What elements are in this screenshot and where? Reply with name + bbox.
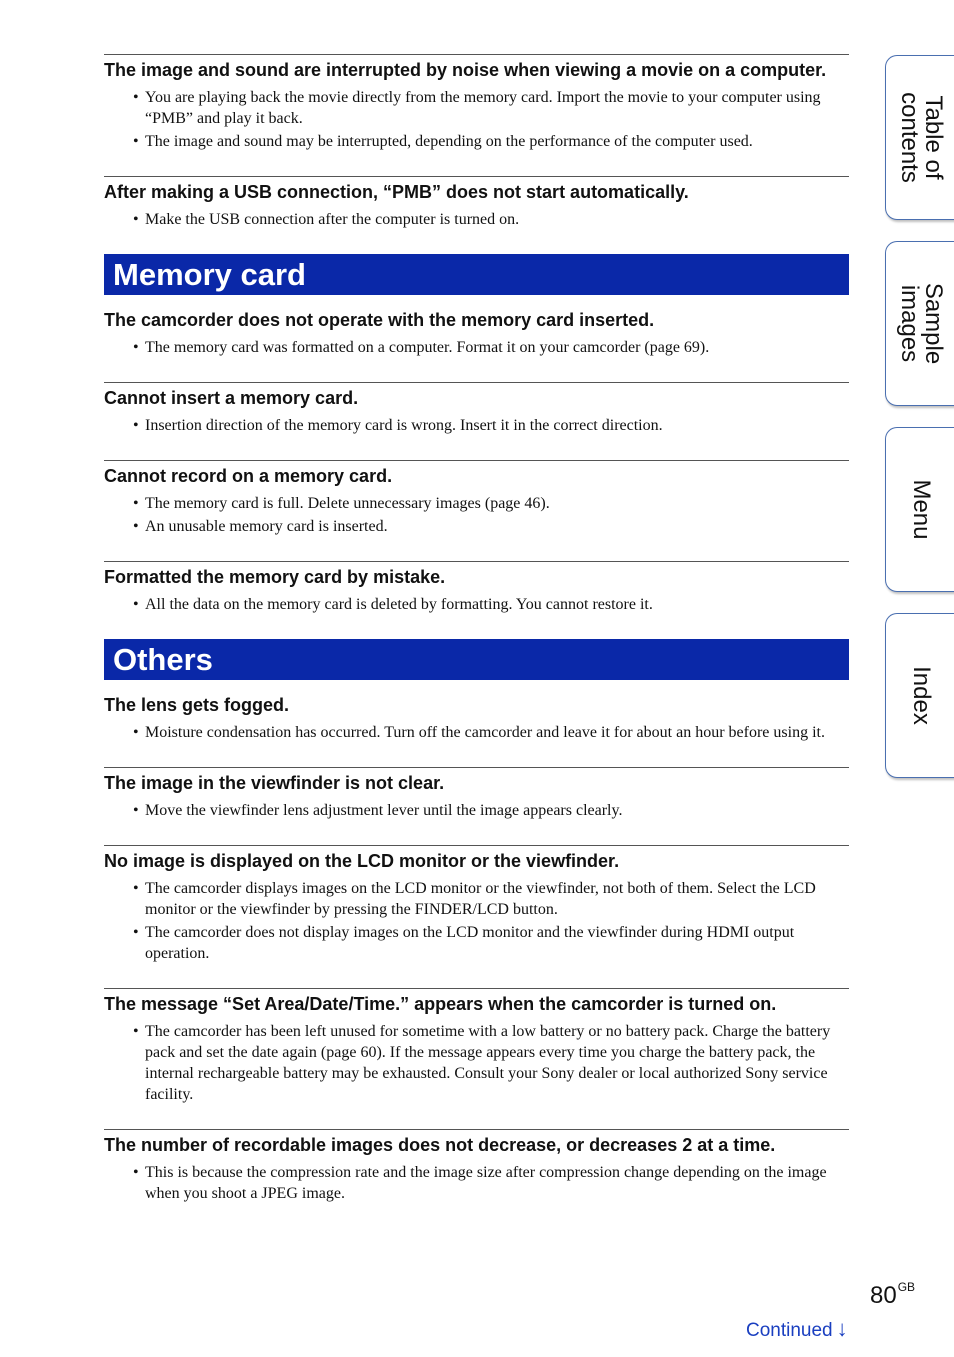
faq-item — [104, 460, 849, 537]
faq-item — [104, 54, 849, 152]
tab-menu[interactable] — [885, 427, 954, 592]
faq-answer-list — [104, 337, 849, 358]
faq-answer: • You are playing back the movie directly from the memory card. Import the movie to your computer using “PMB” and play it back. — [104, 87, 849, 129]
faq-item — [104, 561, 849, 615]
faq-item — [104, 767, 849, 821]
faq-answer: • The image and sound may be interrupted, depending on the performance of the computer used. — [104, 131, 849, 152]
faq-question: After making a USB connection, “PMB” does not start automatically. — [104, 182, 689, 202]
faq-answer: • The camcorder does not display images on the LCD monitor and the viewfinder during HDMI output operation. — [104, 922, 849, 964]
faq-answer-list — [104, 415, 849, 436]
faq-question: The image and sound are interrupted by noise when viewing a movie on a computer. — [104, 60, 827, 80]
page-number-value: 80 — [870, 1282, 897, 1309]
continued-label: Continued — [746, 1320, 833, 1341]
faq-question: Formatted the memory card by mistake. — [104, 567, 446, 587]
faq-item — [104, 694, 849, 743]
tab-sample-images[interactable] — [885, 241, 954, 406]
faq-answer: • An unusable memory card is inserted. — [104, 516, 849, 537]
faq-answer: • The memory card was formatted on a computer. Format it on your camcorder (page 69). — [104, 337, 849, 358]
faq-answer-list — [104, 209, 849, 230]
faq-answer-list — [104, 1021, 849, 1105]
troubleshooting-content — [104, 54, 849, 1228]
faq-answer: • Insertion direction of the memory card is wrong. Insert it in the correct direction. — [104, 415, 849, 436]
faq-question: The image in the viewfinder is not clear. — [104, 773, 445, 793]
faq-answer: • The memory card is full. Delete unnecessary images (page 46). — [104, 493, 849, 514]
faq-question: No image is displayed on the LCD monitor or the viewfinder. — [104, 851, 620, 871]
faq-answer: • The camcorder displays images on the LCD monitor or the viewfinder, not both of them. Select the LCD monitor or the viewfinder by pressing the FINDER/LCD button. — [104, 878, 849, 920]
faq-answer: • All the data on the memory card is deleted by formatting. You cannot restore it. — [104, 594, 849, 615]
faq-answer-list — [104, 594, 849, 615]
faq-answer: • Make the USB connection after the computer is turned on. — [104, 209, 849, 230]
tab-table-of-contents[interactable] — [885, 55, 954, 220]
faq-answer: • Moisture condensation has occurred. Turn off the camcorder and leave it for about an hour before using it. — [104, 722, 849, 743]
faq-question: Cannot record on a memory card. — [104, 466, 393, 486]
page-number-suffix: GB — [897, 1280, 916, 1294]
page-number — [870, 1280, 915, 1310]
tab-label: Table of contents — [896, 92, 947, 183]
tab-label: Menu — [908, 479, 935, 540]
faq-item — [104, 988, 849, 1105]
down-arrow-icon: ↓ — [836, 1316, 848, 1341]
faq-question: The camcorder does not operate with the memory card inserted. — [104, 310, 655, 330]
tab-label: Sample images — [896, 282, 947, 365]
section-header: Memory card — [104, 254, 849, 295]
faq-answer: • The camcorder has been left unused for sometime with a low battery or no battery pack. Charge the battery pack and set the date again (page 60). If the message appears every time you charge the battery pack, the internal rechargeable battery may be exhausted. Consult your Sony dealer or local authorized Sony service facility. — [104, 1021, 849, 1105]
faq-question: Cannot insert a memory card. — [104, 388, 359, 408]
faq-item — [104, 382, 849, 436]
faq-question: The number of recordable images does not decrease, or decreases 2 at a time. — [104, 1135, 776, 1155]
faq-answer-list — [104, 800, 849, 821]
faq-answer-list — [104, 722, 849, 743]
faq-answer-list — [104, 1162, 849, 1204]
faq-answer-list — [104, 87, 849, 152]
section-header: Others — [104, 639, 849, 680]
faq-item — [104, 1129, 849, 1204]
faq-answer-list — [104, 493, 849, 537]
faq-question: The lens gets fogged. — [104, 695, 290, 715]
faq-item — [104, 309, 849, 358]
faq-answer: • This is because the compression rate and the image size after compression change depending on the image when you shoot a JPEG image. — [104, 1162, 849, 1204]
faq-answer: • Move the viewfinder lens adjustment lever until the image appears clearly. — [104, 800, 849, 821]
faq-answer-list — [104, 878, 849, 964]
tab-label: Index — [908, 666, 935, 725]
faq-item — [104, 845, 849, 964]
faq-item — [104, 176, 849, 230]
continued-link[interactable] — [746, 1316, 848, 1342]
faq-question: The message “Set Area/Date/Time.” appears when the camcorder is turned on. — [104, 994, 777, 1014]
tab-index[interactable] — [885, 613, 954, 778]
